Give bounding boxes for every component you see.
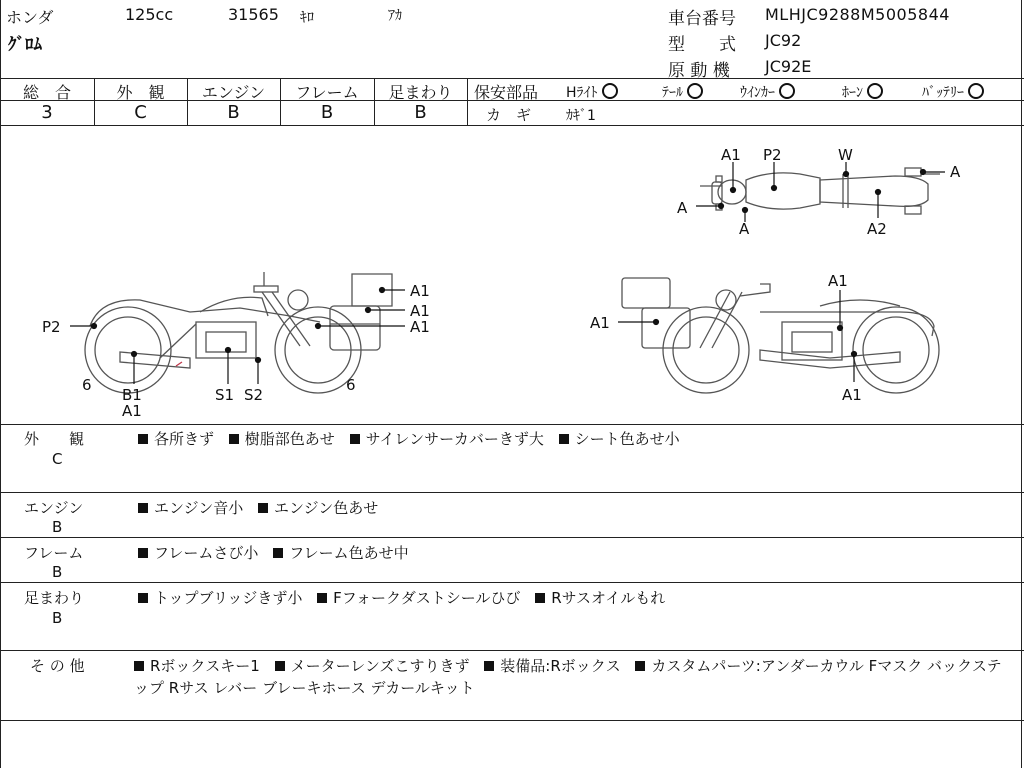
bullet-square-icon — [138, 434, 148, 444]
note-grade-frame: B — [52, 563, 63, 581]
border-right — [1021, 0, 1022, 768]
diagram-label: A1 — [410, 282, 430, 300]
frame-no: MLHJC9288M5005844 — [765, 5, 950, 24]
diagram-label: 6 — [346, 376, 356, 394]
divider — [0, 720, 1024, 721]
damage-diagram — [0, 126, 1020, 423]
diagram-label: A1 — [721, 146, 741, 164]
frame-label: フレーム — [295, 83, 359, 102]
ok-circle-icon — [867, 83, 883, 99]
note-items-exterior: 各所きず 樹脂部色あせ サイレンサーカバーきず大 シート色あせ小 — [138, 428, 690, 449]
diagram-labels — [42, 146, 961, 420]
suspension-label: 足まわり — [388, 83, 453, 102]
safety-item-tail: ﾃｰﾙ — [662, 82, 703, 102]
ok-circle-icon — [687, 83, 703, 99]
exterior-label: 外 観 — [116, 83, 165, 102]
safety-item-winker: ｳｲﾝｶｰ — [740, 82, 795, 102]
right-side-motorcycle — [622, 278, 939, 393]
engine-grade: B — [227, 102, 240, 123]
diagram-label: A — [950, 163, 961, 181]
bullet-square-icon — [258, 503, 268, 513]
diagram-label: A — [739, 220, 750, 238]
note-label-exterior: 外 観 — [24, 430, 85, 448]
bullet-square-icon — [350, 434, 360, 444]
overall-label: 総 合 — [22, 83, 71, 102]
diagram-label: S1 — [215, 386, 235, 404]
divider — [0, 78, 1024, 79]
frame-grade: B — [320, 102, 334, 123]
model-name: ｸﾞﾛﾑ — [8, 35, 42, 55]
note-grade-suspension: B — [52, 609, 63, 627]
note-label-suspension: 足まわり — [24, 589, 85, 607]
note-items-suspension: トップブリッジきず小 Fフォークダストシールひび Rサスオイルもれ — [138, 587, 675, 608]
type-value: JC92 — [765, 31, 802, 50]
note-items-other: Rボックスキー1 メーターレンズこすりきず 装備品:Rボックス カスタムパーツ:アンダーカウル Fマスク バックステップ Rサス レバー ブレーキホース デカールキット — [134, 657, 1002, 697]
ok-circle-icon — [602, 83, 618, 99]
bullet-square-icon — [535, 593, 545, 603]
safety-label: 保安部品 — [474, 83, 539, 102]
divider — [0, 492, 1024, 493]
bullet-square-icon — [273, 548, 283, 558]
color: ｱｶ — [388, 8, 402, 24]
maker: ホンダ — [6, 8, 54, 27]
left-side-motorcycle — [85, 272, 392, 393]
bullet-square-icon — [484, 661, 494, 671]
mileage: 31565 — [228, 5, 279, 24]
displacement: 125cc — [125, 5, 174, 24]
bullet-square-icon — [559, 434, 569, 444]
engine-label: エンジン — [201, 83, 266, 102]
divider — [0, 650, 1024, 651]
diagram-label: W — [838, 146, 853, 164]
diagram-label: A1 — [828, 272, 848, 290]
exterior-grade: C — [134, 102, 147, 123]
note-items-engine: エンジン音小 エンジン色あせ — [138, 497, 388, 518]
note-grade-exterior: C — [52, 450, 63, 468]
note-grade-engine: B — [52, 518, 63, 536]
bullet-square-icon — [635, 661, 645, 671]
bullet-square-icon — [134, 661, 144, 671]
overall-grade: 3 — [41, 102, 53, 123]
engine-type-label: 原 動 機 — [668, 61, 730, 81]
divider — [467, 78, 468, 125]
diagram-label: A1 — [410, 318, 430, 336]
diagram-label: A1 — [842, 386, 862, 404]
bullet-square-icon — [317, 593, 327, 603]
bullet-square-icon — [229, 434, 239, 444]
suspension-grade: B — [414, 102, 427, 123]
ok-circle-icon — [968, 83, 984, 99]
diagram-label: A — [677, 199, 688, 217]
ok-circle-icon — [779, 83, 795, 99]
key-value: ｶｷﾞ1 — [566, 108, 596, 124]
note-label-other: そ の 他 — [30, 657, 85, 675]
diagram-label: A1 — [590, 314, 610, 332]
divider — [0, 537, 1024, 538]
diagram-label: P2 — [42, 318, 61, 336]
safety-item-horn: ﾎｰﾝ — [842, 82, 883, 102]
bullet-square-icon — [138, 548, 148, 558]
note-label-frame: フレーム — [24, 544, 84, 562]
divider — [0, 424, 1024, 425]
note-items-frame: フレームさび小 フレーム色あせ中 — [138, 542, 419, 563]
bullet-square-icon — [275, 661, 285, 671]
frame-no-label: 車台番号 — [668, 9, 736, 29]
bullet-square-icon — [138, 593, 148, 603]
diagram-label: 6 — [82, 376, 92, 394]
bullet-square-icon — [138, 503, 148, 513]
key-label: カ ギ — [486, 106, 532, 124]
type-label: 型 式 — [668, 35, 736, 55]
safety-item-headlight: Hﾗｲﾄ — [566, 82, 618, 102]
diagram-label: P2 — [763, 146, 782, 164]
mileage-unit: ｷﾛ — [300, 10, 314, 26]
diagram-label: B1 — [122, 386, 142, 404]
diagram-label: A1 — [122, 402, 142, 420]
diagram-label: A1 — [410, 302, 430, 320]
engine-type-value: JC92E — [765, 57, 812, 76]
safety-item-battery: ﾊﾞｯﾃﾘｰ — [922, 82, 984, 102]
diagram-label: S2 — [244, 386, 264, 404]
top-view-motorcycle — [700, 168, 940, 214]
note-label-engine: エンジン — [24, 499, 84, 517]
divider — [0, 582, 1024, 583]
diagram-label: A2 — [867, 220, 887, 238]
